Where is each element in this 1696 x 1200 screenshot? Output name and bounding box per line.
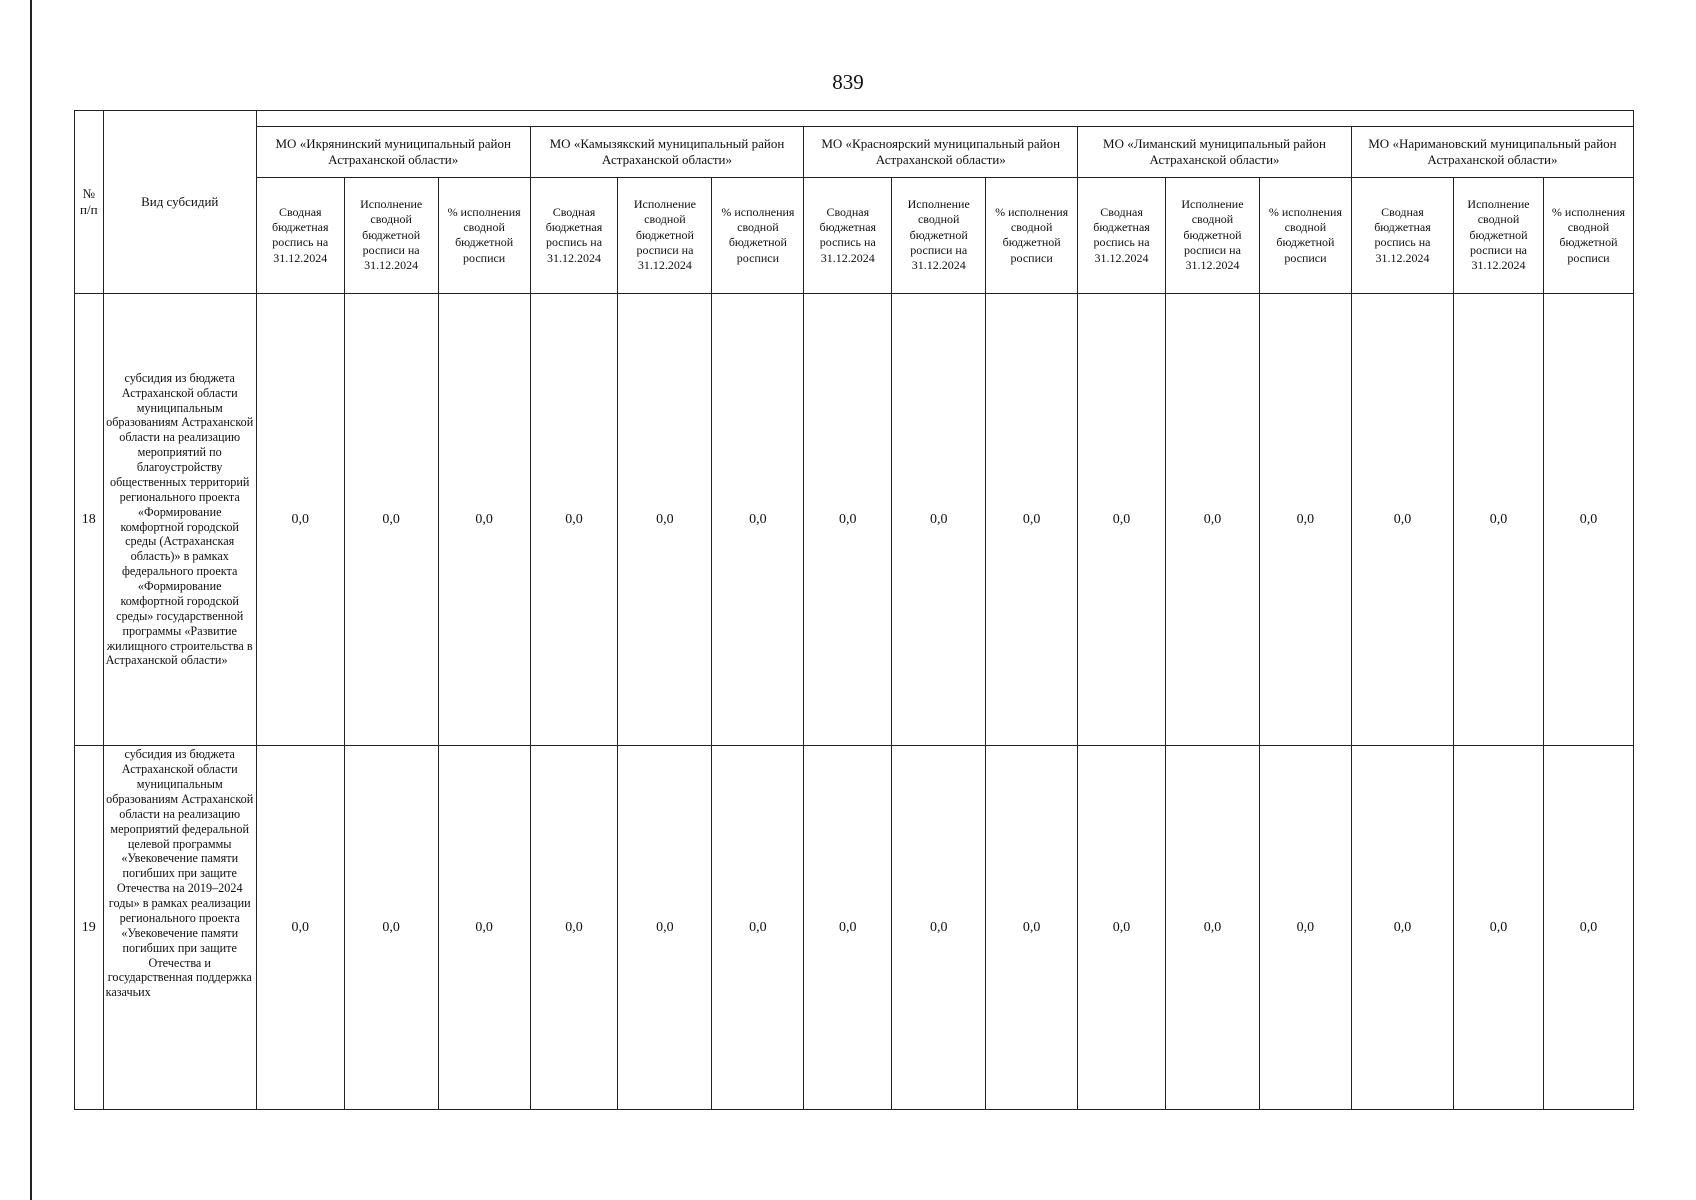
table-row — [75, 746, 1634, 1110]
col-header-execution-percent: % исполнения сводной бюджетной росписи — [1259, 177, 1351, 293]
value-cell: 0,0 — [1454, 746, 1544, 1110]
col-header-execution: Исполнение сводной бюджетной росписи на 31.12.2024 — [1454, 177, 1544, 293]
header-spacer-cell — [256, 111, 1633, 127]
table-row — [75, 293, 1634, 745]
col-header-execution: Исполнение сводной бюджетной росписи на 31.12.2024 — [892, 177, 986, 293]
district-header-row — [75, 126, 1634, 177]
subsidy-execution-table — [74, 110, 1634, 1110]
district-header-limansky: МО «Лиманский муниципальный район Астраханской области» — [1078, 126, 1352, 177]
district-header-narimanovsky: МО «Наримановский муниципальный район Астраханской области» — [1351, 126, 1633, 177]
row-number: 18 — [75, 293, 104, 745]
value-cell: 0,0 — [256, 746, 344, 1110]
value-cell: 0,0 — [344, 746, 438, 1110]
district-header-krasnoyarsky: МО «Красноярский муниципальный район Астраханской области» — [804, 126, 1078, 177]
column-header-row — [75, 177, 1634, 293]
value-cell: 0,0 — [1078, 293, 1166, 745]
value-cell: 0,0 — [804, 746, 892, 1110]
col-header-budget-plan: Сводная бюджетная роспись на 31.12.2024 — [530, 177, 618, 293]
value-cell: 0,0 — [986, 293, 1078, 745]
col-header-execution-percent: % исполнения сводной бюджетной росписи — [986, 177, 1078, 293]
value-cell: 0,0 — [438, 746, 530, 1110]
page-number: 839 — [832, 70, 864, 94]
col-header-budget-plan: Сводная бюджетная роспись на 31.12.2024 — [804, 177, 892, 293]
value-cell: 0,0 — [344, 293, 438, 745]
value-cell: 0,0 — [804, 293, 892, 745]
row-number: 19 — [75, 746, 104, 1110]
document-sheet — [74, 110, 1634, 1110]
value-cell: 0,0 — [1351, 293, 1453, 745]
value-cell: 0,0 — [618, 746, 712, 1110]
binding-margin-line — [30, 0, 32, 1200]
value-cell: 0,0 — [1078, 746, 1166, 1110]
district-header-kamyzyaksky: МО «Камызякский муниципальный район Астраханской области» — [530, 126, 804, 177]
col-header-execution: Исполнение сводной бюджетной росписи на 31.12.2024 — [618, 177, 712, 293]
value-cell: 0,0 — [530, 293, 618, 745]
value-cell: 0,0 — [892, 293, 986, 745]
col-header-budget-plan: Сводная бюджетная роспись на 31.12.2024 — [1078, 177, 1166, 293]
value-cell: 0,0 — [892, 746, 986, 1110]
value-cell: 0,0 — [712, 746, 804, 1110]
value-cell: 0,0 — [530, 746, 618, 1110]
subsidy-description: субсидия из бюджета Астраханской области муниципальным образованиям Астраханской области на реализацию мероприятий федеральной целевой программы «Увековечение памяти погибших при защите Отечества на 2019–2024 годы» в рамках реализации регионального проекта «Увековечение памяти погибших при защите Отечества и государственная поддержка казачьих — [103, 746, 256, 1110]
col-header-budget-plan: Сводная бюджетная роспись на 31.12.2024 — [256, 177, 344, 293]
value-cell: 0,0 — [1454, 293, 1544, 745]
col-header-execution: Исполнение сводной бюджетной росписи на 31.12.2024 — [1165, 177, 1259, 293]
value-cell: 0,0 — [618, 293, 712, 745]
col-header-execution: Исполнение сводной бюджетной росписи на 31.12.2024 — [344, 177, 438, 293]
value-cell: 0,0 — [1351, 746, 1453, 1110]
district-header-ikryaninsky: МО «Икрянинский муниципальный район Астраханской области» — [256, 126, 530, 177]
value-cell: 0,0 — [256, 293, 344, 745]
col-header-execution-percent: % исполнения сводной бюджетной росписи — [1543, 177, 1633, 293]
value-cell: 0,0 — [1543, 746, 1633, 1110]
value-cell: 0,0 — [1259, 746, 1351, 1110]
value-cell: 0,0 — [1165, 293, 1259, 745]
value-cell: 0,0 — [1543, 293, 1633, 745]
subsidy-description: субсидия из бюджета Астраханской области муниципальным образованиям Астраханской области на реализацию мероприятий по благоустройству общественных территорий регионального проекта «Формирование комфортной городской среды (Астраханская область)» в рамках федерального проекта «Формирование комфортной городской среды» государственной программы «Развитие жилищного строительства в Астраханской области» — [103, 293, 256, 745]
value-cell: 0,0 — [986, 746, 1078, 1110]
col-header-execution-percent: % исполнения сводной бюджетной росписи — [438, 177, 530, 293]
header-spacer-row — [75, 111, 1634, 127]
value-cell: 0,0 — [1259, 293, 1351, 745]
col-header-number: № п/п — [75, 111, 104, 294]
col-header-budget-plan: Сводная бюджетная роспись на 31.12.2024 — [1351, 177, 1453, 293]
col-header-execution-percent: % исполнения сводной бюджетной росписи — [712, 177, 804, 293]
col-header-subsidy-type: Вид субсидий — [103, 111, 256, 294]
value-cell: 0,0 — [712, 293, 804, 745]
value-cell: 0,0 — [438, 293, 530, 745]
value-cell: 0,0 — [1165, 746, 1259, 1110]
